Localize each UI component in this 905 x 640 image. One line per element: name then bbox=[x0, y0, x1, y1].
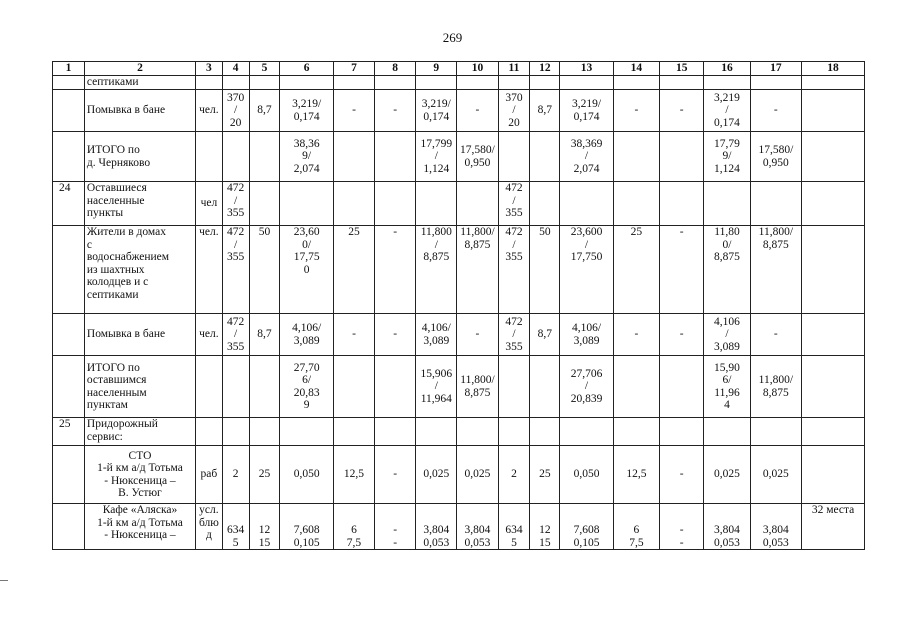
table-row bbox=[53, 182, 865, 226]
table-cell: 11,800/ 8,875 bbox=[750, 356, 801, 418]
row-label: Помывка в бане bbox=[84, 90, 195, 132]
table-cell: 11,800/ 8,875 bbox=[457, 356, 498, 418]
header-cell: 10 bbox=[457, 62, 498, 76]
table-cell: 3,219/ 0,174 bbox=[560, 90, 614, 132]
table-cell: 11,800 / 8,875 bbox=[416, 226, 457, 314]
table-cell: 27,70 6/ 20,83 9 bbox=[280, 356, 334, 418]
table-cell: 7,608 0,105 bbox=[560, 504, 614, 550]
table-cell: 38,369 / 2,074 bbox=[560, 132, 614, 182]
table-cell: 634 5 bbox=[498, 504, 530, 550]
table-cell: - bbox=[750, 314, 801, 356]
table-cell: 370 / 20 bbox=[222, 90, 249, 132]
table-cell: 4,106 / 3,089 bbox=[704, 314, 750, 356]
table-cell: 12,5 bbox=[333, 446, 374, 504]
table-cell: 3,804 0,053 bbox=[457, 504, 498, 550]
table-row bbox=[53, 76, 865, 90]
table-cell: 15,90 6/ 11,96 4 bbox=[704, 356, 750, 418]
table-cell: 17,799 / 1,124 bbox=[416, 132, 457, 182]
table-cell: - bbox=[375, 446, 416, 504]
table-cell: 11,800/ 8,875 bbox=[750, 226, 801, 314]
table-cell: 12 15 bbox=[249, 504, 280, 550]
table-cell: 25 bbox=[333, 226, 374, 314]
table-cell: 2 bbox=[222, 446, 249, 504]
row-label: Оставшиеся населенные пункты bbox=[84, 182, 195, 226]
table-cell: - bbox=[660, 90, 704, 132]
table-row bbox=[53, 314, 865, 356]
table-cell: - - bbox=[375, 504, 416, 550]
table-cell: - bbox=[660, 226, 704, 314]
table-cell: 8,7 bbox=[530, 90, 560, 132]
table-cell: 4,106/ 3,089 bbox=[280, 314, 334, 356]
table-cell: 12,5 bbox=[613, 446, 659, 504]
table-cell: - bbox=[613, 90, 659, 132]
table-cell: чел. bbox=[196, 314, 223, 356]
row-label: СТО 1-й км а/д Тотьма - Нюксеница – В. Устюг bbox=[84, 446, 195, 504]
table-cell: 0,050 bbox=[280, 446, 334, 504]
table-cell: 3,804 0,053 bbox=[750, 504, 801, 550]
row-label: Помывка в бане bbox=[84, 314, 195, 356]
header-cell: 15 bbox=[660, 62, 704, 76]
table-cell: 50 bbox=[530, 226, 560, 314]
table-cell: 25 bbox=[613, 226, 659, 314]
header-cell: 13 bbox=[560, 62, 614, 76]
table-row bbox=[53, 226, 865, 314]
table-cell: 11,800/ 8,875 bbox=[457, 226, 498, 314]
table-cell: - bbox=[750, 90, 801, 132]
table-cell: 4,106/ 3,089 bbox=[416, 314, 457, 356]
table-cell: 3,219 / 0,174 bbox=[704, 90, 750, 132]
table-cell: 0,050 bbox=[560, 446, 614, 504]
table-cell: - bbox=[375, 226, 416, 314]
table-cell: 3,219/ 0,174 bbox=[280, 90, 334, 132]
table-cell: 25 bbox=[249, 446, 280, 504]
table-cell: 50 bbox=[249, 226, 280, 314]
table-cell: - bbox=[333, 314, 374, 356]
row-label: ИТОГО по д. Черняково bbox=[84, 132, 195, 182]
table-cell: - bbox=[457, 314, 498, 356]
table-cell: чел. bbox=[196, 226, 223, 314]
table-cell: 25 bbox=[530, 446, 560, 504]
table-cell: - bbox=[375, 90, 416, 132]
header-cell: 12 bbox=[530, 62, 560, 76]
table-cell: 0,025 bbox=[704, 446, 750, 504]
table-cell: раб bbox=[196, 446, 223, 504]
table-cell: 472 / 355 bbox=[498, 314, 530, 356]
row-number: 24 bbox=[53, 182, 85, 226]
page-number: 269 bbox=[442, 30, 463, 45]
table-cell: 472 / 355 bbox=[222, 314, 249, 356]
table-cell: 8,7 bbox=[249, 314, 280, 356]
table-cell: 0,025 bbox=[750, 446, 801, 504]
table-cell: 8,7 bbox=[530, 314, 560, 356]
header-cell: 3 bbox=[196, 62, 223, 76]
table-row bbox=[53, 418, 865, 446]
table-cell: 472 / 355 bbox=[222, 226, 249, 314]
table-row bbox=[53, 446, 865, 504]
table-cell: - bbox=[333, 90, 374, 132]
table-cell: 38,36 9/ 2,074 bbox=[280, 132, 334, 182]
table-cell: - bbox=[660, 446, 704, 504]
table-cell: 11,80 0/ 8,875 bbox=[704, 226, 750, 314]
table-cell: 17,79 9/ 1,124 bbox=[704, 132, 750, 182]
table-cell: 32 места bbox=[802, 504, 865, 550]
table-cell: - bbox=[375, 314, 416, 356]
table-cell: - - bbox=[660, 504, 704, 550]
row-label: Придорожный сервис: bbox=[84, 418, 195, 446]
header-cell: 9 bbox=[416, 62, 457, 76]
table-cell: 23,600 / 17,750 bbox=[560, 226, 614, 314]
table-cell: 27,706 / 20,839 bbox=[560, 356, 614, 418]
header-cell: 17 bbox=[750, 62, 801, 76]
table-cell: чел bbox=[196, 182, 223, 226]
table-row bbox=[53, 132, 865, 182]
header-cell: 2 bbox=[84, 62, 195, 76]
table-cell: 3,804 0,053 bbox=[416, 504, 457, 550]
header-cell: 4 bbox=[222, 62, 249, 76]
header-cell: 16 bbox=[704, 62, 750, 76]
data-table bbox=[52, 61, 865, 550]
table-cell: 3,804 0,053 bbox=[704, 504, 750, 550]
table-cell: 6 7,5 bbox=[333, 504, 374, 550]
table-row bbox=[53, 356, 865, 418]
header-cell: 11 bbox=[498, 62, 530, 76]
table-cell: - bbox=[457, 90, 498, 132]
table-cell: 0,025 bbox=[457, 446, 498, 504]
row-label: Жители в домах с водоснабжением из шахтных колодцев и с септиками bbox=[84, 226, 195, 314]
table-row bbox=[53, 90, 865, 132]
header-cell: 18 bbox=[802, 62, 865, 76]
table-cell: 6 7,5 bbox=[613, 504, 659, 550]
table-cell: 17,580/ 0,950 bbox=[750, 132, 801, 182]
table-cell: 370 / 20 bbox=[498, 90, 530, 132]
table-cell: 23,60 0/ 17,75 0 bbox=[280, 226, 334, 314]
header-cell: 1 bbox=[53, 62, 85, 76]
row-label: Кафе «Аляска» 1-й км а/д Тотьма - Нюксеница – bbox=[84, 504, 195, 550]
table-row bbox=[53, 504, 865, 550]
table-cell: - bbox=[660, 314, 704, 356]
scan-edge-mark bbox=[0, 580, 8, 581]
row-number: 25 bbox=[53, 418, 85, 446]
header-cell: 5 bbox=[249, 62, 280, 76]
table-cell: усл. блю д bbox=[196, 504, 223, 550]
table-cell: 8,7 bbox=[249, 90, 280, 132]
table-cell: 634 5 bbox=[222, 504, 249, 550]
table-cell: 15,906 / 11,964 bbox=[416, 356, 457, 418]
table-cell: 472 / 355 bbox=[498, 226, 530, 314]
table-cell: 472 / 355 bbox=[498, 182, 530, 226]
header-cell: 6 bbox=[280, 62, 334, 76]
table-cell: 7,608 0,105 bbox=[280, 504, 334, 550]
table-cell: 17,580/ 0,950 bbox=[457, 132, 498, 182]
header-cell: 14 bbox=[613, 62, 659, 76]
header-row bbox=[53, 62, 865, 76]
table-cell: - bbox=[613, 314, 659, 356]
header-cell: 8 bbox=[375, 62, 416, 76]
table-cell: 12 15 bbox=[530, 504, 560, 550]
row-label: ИТОГО по оставшимся населенным пунктам bbox=[84, 356, 195, 418]
table-cell: чел. bbox=[196, 90, 223, 132]
table-cell: 472 / 355 bbox=[222, 182, 249, 226]
table-cell: 2 bbox=[498, 446, 530, 504]
table-cell: 3,219/ 0,174 bbox=[416, 90, 457, 132]
table-cell: 4,106/ 3,089 bbox=[560, 314, 614, 356]
table-cell: 0,025 bbox=[416, 446, 457, 504]
header-cell: 7 bbox=[333, 62, 374, 76]
row-label: септиками bbox=[84, 76, 195, 90]
